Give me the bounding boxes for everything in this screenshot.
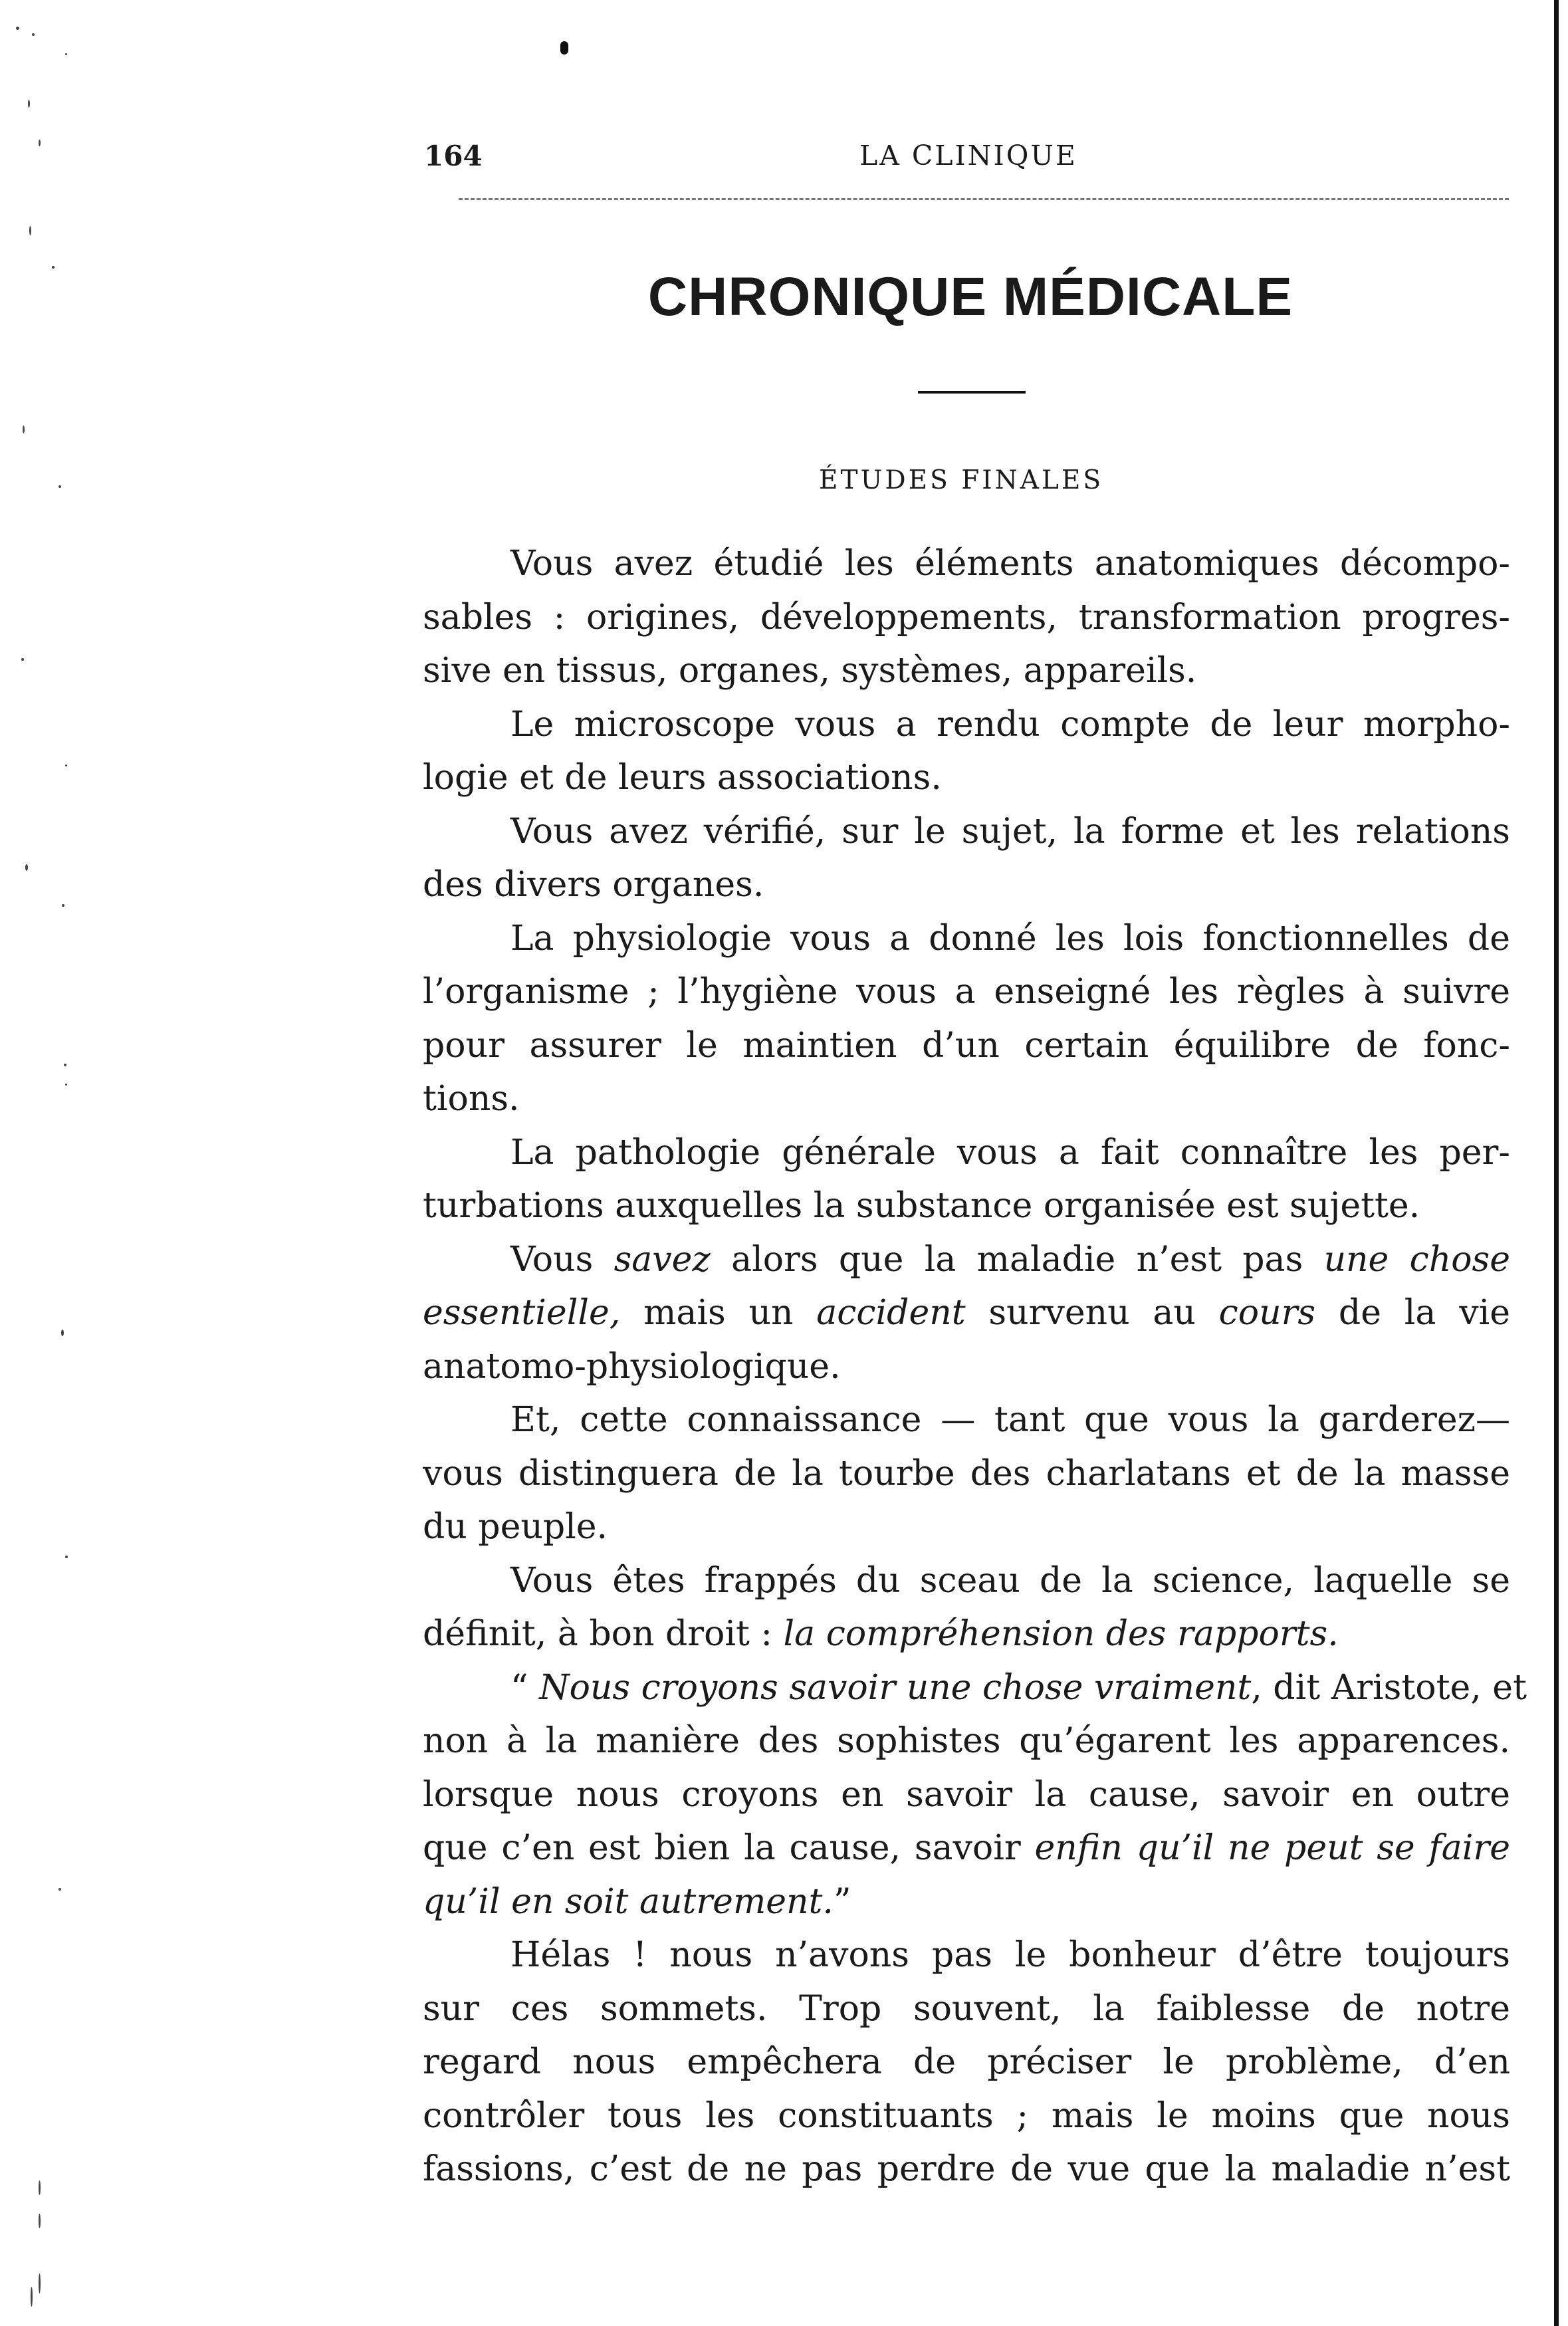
italic-text: une chose <box>1323 1239 1510 1280</box>
text-line <box>423 1179 1510 1233</box>
text-segment: sables : origines, développements, transformation progres- <box>423 597 1510 638</box>
text-line <box>423 1340 1510 1394</box>
text-segment: Vous êtes frappés du sceau de la science, laquelle se <box>510 1560 1510 1601</box>
running-title: LA CLINIQUE <box>859 140 1077 172</box>
title-rule <box>918 391 1026 394</box>
text-line <box>423 1019 1510 1073</box>
text-segment: survenu au <box>965 1293 1219 1333</box>
text-segment: “ <box>510 1667 540 1708</box>
text-segment: Vous avez vérifié, sur le sujet, la forme et les relations <box>510 811 1510 852</box>
text-line <box>423 644 1510 698</box>
text-segment: mais un <box>620 1293 817 1333</box>
text-line <box>423 1714 1510 1768</box>
text-line <box>423 1661 1527 1715</box>
text-line <box>423 965 1510 1019</box>
text-segment: turbations auxquelles la substance organisée est sujette. <box>423 1186 1420 1226</box>
text-segment: l’organisme ; l’hygiène vous a enseigné les règles à suivre <box>423 972 1510 1012</box>
text-segment: que c’en est bien la cause, savoir <box>423 1828 1035 1868</box>
text-line <box>423 912 1510 966</box>
text-segment: contrôler tous les constituants ; mais le moins que nous <box>423 2095 1510 2136</box>
text-segment: non à la manière des sophistes qu’égarent les apparences. <box>423 1721 1510 1761</box>
text-line <box>423 1554 1510 1608</box>
text-line <box>423 751 1510 805</box>
text-line <box>423 805 1510 859</box>
page-number: 164 <box>424 140 483 172</box>
text-segment: Vous avez étudié les éléments anatomiques décompo- <box>510 544 1510 584</box>
text-line <box>423 1286 1510 1340</box>
text-segment: lorsque nous croyons en savoir la cause, savoir en outre <box>423 1774 1510 1815</box>
italic-text: Nous croyons savoir une chose vraiment <box>539 1667 1252 1708</box>
text-segment: regard nous empêchera de préciser le problème, d’en <box>423 2042 1510 2082</box>
text-segment: des divers organes. <box>423 865 764 905</box>
text-line <box>423 1447 1510 1501</box>
text-line <box>423 1928 1510 1982</box>
text-segment: pour assurer le maintien d’un certain équilibre de fonc- <box>423 1025 1510 1066</box>
text-segment: alors que la maladie n’est pas <box>710 1239 1324 1280</box>
text-line <box>423 537 1510 591</box>
text-line <box>423 1500 1510 1554</box>
text-line <box>423 858 1510 912</box>
text-segment: La physiologie vous a donné les lois fonctionnelles de <box>510 918 1510 959</box>
text-segment: du peuple. <box>423 1507 608 1547</box>
text-line <box>423 1607 1510 1661</box>
text-segment: Et, cette connaissance — tant que vous la garderez— <box>510 1400 1510 1440</box>
text-segment: Vous <box>510 1239 614 1280</box>
text-segment: définit, à bon droit : <box>423 1614 784 1654</box>
text-segment: tions. <box>423 1079 520 1119</box>
text-segment: anatomo-physiologique. <box>423 1346 841 1387</box>
text-segment: , dit Aristote, et <box>1251 1667 1527 1708</box>
article-title: CHRONIQUE MÉDICALE <box>647 267 1293 327</box>
text-segment: sive en tissus, organes, systèmes, appareils. <box>423 651 1197 691</box>
text-segment: ” <box>833 1881 851 1922</box>
article-body <box>423 537 1527 2196</box>
text-segment: Le microscope vous a rendu compte de leur morpho- <box>510 704 1510 745</box>
italic-text: accident <box>816 1293 966 1333</box>
header-rule <box>459 198 1509 200</box>
page-edge-rule <box>1554 0 1559 2326</box>
text-line <box>423 1126 1510 1180</box>
text-line <box>423 1393 1510 1447</box>
text-segment: La pathologie générale vous a fait connaître les per- <box>510 1132 1510 1173</box>
text-line <box>423 1821 1510 1875</box>
text-segment: Hélas ! nous n’avons pas le bonheur d’être toujours <box>510 1935 1510 1975</box>
italic-text: cours <box>1218 1293 1316 1333</box>
text-line <box>423 1072 1510 1126</box>
text-line <box>423 1768 1510 1822</box>
text-line <box>423 1982 1510 2036</box>
text-line <box>423 1875 1510 1929</box>
section-title: ÉTUDES FINALES <box>819 465 1104 495</box>
text-line <box>423 2143 1510 2196</box>
text-segment: sur ces sommets. Trop souvent, la faiblesse de notre <box>423 1988 1510 2029</box>
italic-text: enfin qu’il ne peut se faire <box>1034 1828 1510 1868</box>
text-segment: de la vie <box>1315 1293 1510 1333</box>
running-header <box>424 140 1514 179</box>
ink-speck <box>560 41 568 55</box>
italic-text: essentielle, <box>423 1293 621 1333</box>
text-line <box>423 2035 1510 2089</box>
text-segment: fassions, c’est de ne pas perdre de vue que la maladie n’est <box>423 2149 1510 2189</box>
text-segment: vous distinguera de la tourbe des charlatans et de la masse <box>423 1453 1510 1494</box>
text-line <box>423 591 1510 645</box>
text-line <box>423 1233 1510 1287</box>
margin-specks <box>12 27 72 2300</box>
text-segment: logie et de leurs associations. <box>423 758 942 798</box>
italic-text: la compréhension des rapports. <box>783 1614 1339 1654</box>
italic-text: qu’il en soit autrement. <box>423 1881 834 1922</box>
text-line <box>423 2089 1510 2143</box>
italic-text: savez <box>614 1239 711 1280</box>
text-line <box>423 698 1510 752</box>
